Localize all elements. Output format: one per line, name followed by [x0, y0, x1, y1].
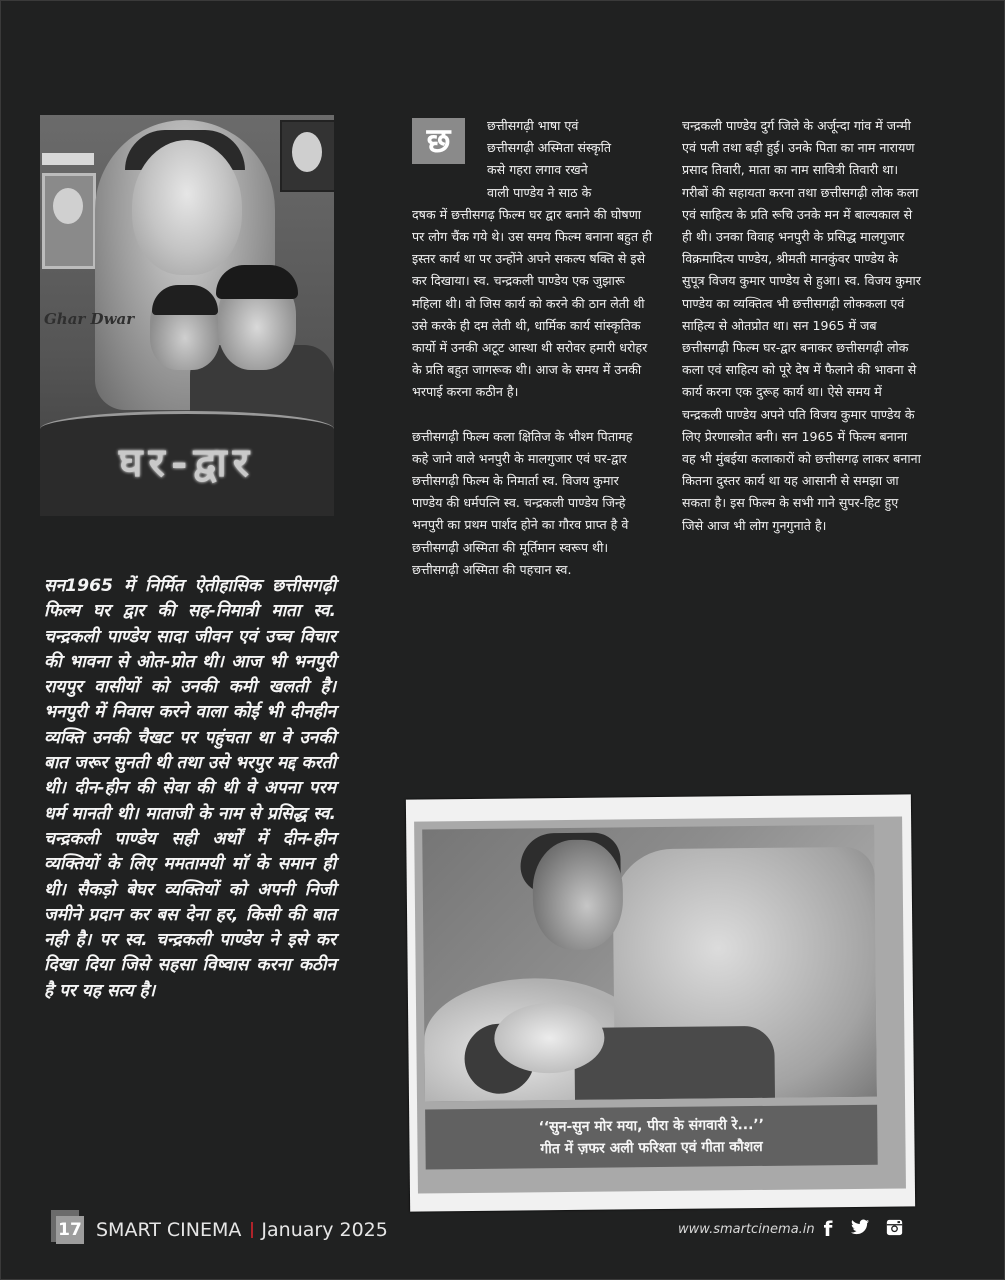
poster-mother-face: [132, 140, 242, 275]
still-man-head: [532, 839, 623, 950]
middle-column: [412, 115, 652, 581]
poster-label-strip: [42, 153, 94, 165]
photo-caption: [425, 1105, 878, 1170]
poster-inset-portrait-left: [42, 173, 96, 269]
poster-title-script: Ghar Dwar: [44, 310, 135, 328]
facebook-icon[interactable]: f: [823, 1217, 833, 1241]
left-column-article-text: सन1965 में निर्मित ऐतीहासिक छत्तीसगढ़ी फिल्म घर द्वार की सह-निमात्री माता स्व. चन्द्रकली पाण्डेय सादा जीवन एवं उच्च विचार की भावना से ओत-प्रोत थी। आज भी भनपुरी रायपुर वासीयों को उनकी कमी खलती है। भनपुरी में निवास करने वाला कोई भी दीनहीन व्यक्ति उनकी चैखट पर पहुंचता था वे उनकी बात जरूर सुनती थी तथा उसे भरपुर मद्द करती थी। दीन-हीन की सेवा की थी वे अपना परम धर्म मानती थी। माताजी के नाम से प्रसिद्ध स्व. चन्द्रकली पाण्डेय सही अर्थों में दीन-हीन व्यक्तियों के लिए ममतामयी माॅ के समान ही थी। सैकड़ो बेघर व्यक्तियों को अपनी निजी जमीने प्रदान कर बस देना हर, किसी की बात नही है। पर स्व. चन्द्रकली पाण्डेय ने इसे कर दिखा दिया जिसे सहसा विष्वास करना कठीन है पर यह सत्य है।: [44, 576, 336, 1001]
drop-cap: छ: [412, 118, 465, 164]
caption-song-line: ‘‘सुन-सुन मोर मया, पीरा के संगवारी रे...’’: [538, 1116, 765, 1136]
brand-separator: [251, 1222, 253, 1238]
poster-inset-portrait-right: [280, 120, 334, 192]
intro-line: छत्तीसगढ़ी अस्मिता संस्कृति: [487, 140, 612, 156]
right-column: [682, 115, 922, 537]
magazine-brand: [96, 1216, 388, 1244]
instagram-icon[interactable]: [884, 1219, 904, 1239]
poster-boy-hair-2: [216, 265, 298, 299]
brand-name: SMART CINEMA: [96, 1219, 242, 1241]
caption-credit-line: गीत में ज़फर अली फरिश्ता एवं गीता कौशल: [540, 1138, 763, 1158]
film-still-image: [422, 825, 877, 1102]
twitter-icon[interactable]: [850, 1219, 870, 1239]
page-number: 17: [56, 1216, 84, 1244]
right-paragraph: चन्द्रकली पाण्डेय दुर्ग जिले के अर्जून्दा गांव में जन्मी एवं पली तथा बड़ी हुई। उनके पिता का नाम नारायण प्रसाद तिवारी, माता का नाम सावित्री तिवारी था। गरीबों की सहायता करना तथा छत्तीसगढ़ी लोक कला एवं साहित्य के प्रति रूचि उनके मन में बाल्यकाल से ही थी। उनका विवाह भनपुरी के प्रसिद्ध मालगुजार विक्रमादित्य पाण्डेय, श्रीमती मानकुंवर पाण्डेय के सुपूत्र विजय कुमार पाण्डेय से हुआ। स्व. विजय कुमार पाण्डेय का व्यक्तित्व भी छत्तीसगढ़ी लोककला एवं साहित्य से ओतप्रोत था। सन 1965 में जब छत्तीसगढ़ी फिल्म घर-द्वार बनाकर छत्तीसगढ़ी लोक कला एवं साहित्य को पूरे देष में फैलाने की भावना से कार्य करना एक दुरूह कार्य था। ऐसे समय में चन्द्रकली पाण्डेय अपने पति विजय कुमार पाण्डेय के लिए प्रेरणास्त्रोत बनी। सन 1965 में फिल्म बनाना वह भी मुंबईया कलाकारों को छत्तीसगढ़ लाकर बनाना कितना दुस्तर कार्य था यह आसानी से समझा जा सकता है। इस फिल्म के सभी गाने सुपर-हिट हुए जिसे आज भी लोग गुनगुनाते है।: [682, 118, 921, 533]
paragraph-1-body: दषक में छत्तीसगढ़ फिल्म घर द्वार बनाने की घोषणा पर लोग चैंक गये थे। उस समय फिल्म बनाना बहुत ही इस्तर कार्य था पर उन्होंने अपने सकल्प षक्ति से इसे कर दिखाया। स्व. चन्द्रकली पाण्डेय एक जुझारू महिला थी। वो जिस कार्य को करने की ठान लेती थी उसे करके ही दम लेती थी, धार्मिक कार्य सांस्कृतिक कार्यो में उनकी अटूट आस्था थी सरोवर हमारी धरोहर के प्रति बहुत जागरूक थी। आज के समय में उनकी भरपाई करना कठीन है।: [412, 206, 652, 400]
middle-paragraph-2: छत्तीसगढ़ी फिल्म कला क्षितिज के भीश्म पितामह कहे जाने वाले भनपुरी के मालगुजार एवं घर-द्वार छत्तीसगढ़ी फिल्म के निमार्ता स्व. विजय कुमार पाण्डेय की धर्मपत्नि स्व. चन्द्रकली पाण्डेय जिन्हे भनपुरी का प्रथम पार्शद होने का गौरव प्राप्त है वे छत्तीसगढ़ी अस्मिता की मूर्तिमान स्वरूप थी। छत्तीसगढ़ी अस्मिता की पहचान स्व.: [412, 428, 633, 577]
film-poster-image: [40, 115, 334, 516]
website-link[interactable]: www.smartcinema.in: [678, 1222, 815, 1237]
middle-paragraph-1: [412, 115, 652, 404]
issue-date: January 2025: [261, 1219, 388, 1241]
film-still-photo-card: [406, 794, 915, 1211]
poster-sign-text: घर-द्वार: [118, 439, 256, 486]
intro-line: छत्तीसगढ़ी भाषा एवं: [487, 118, 579, 133]
intro-line: कसे गहरा लगाव रखने: [487, 162, 588, 178]
intro-line: वाली पाण्डेय ने साठ के: [487, 184, 592, 200]
